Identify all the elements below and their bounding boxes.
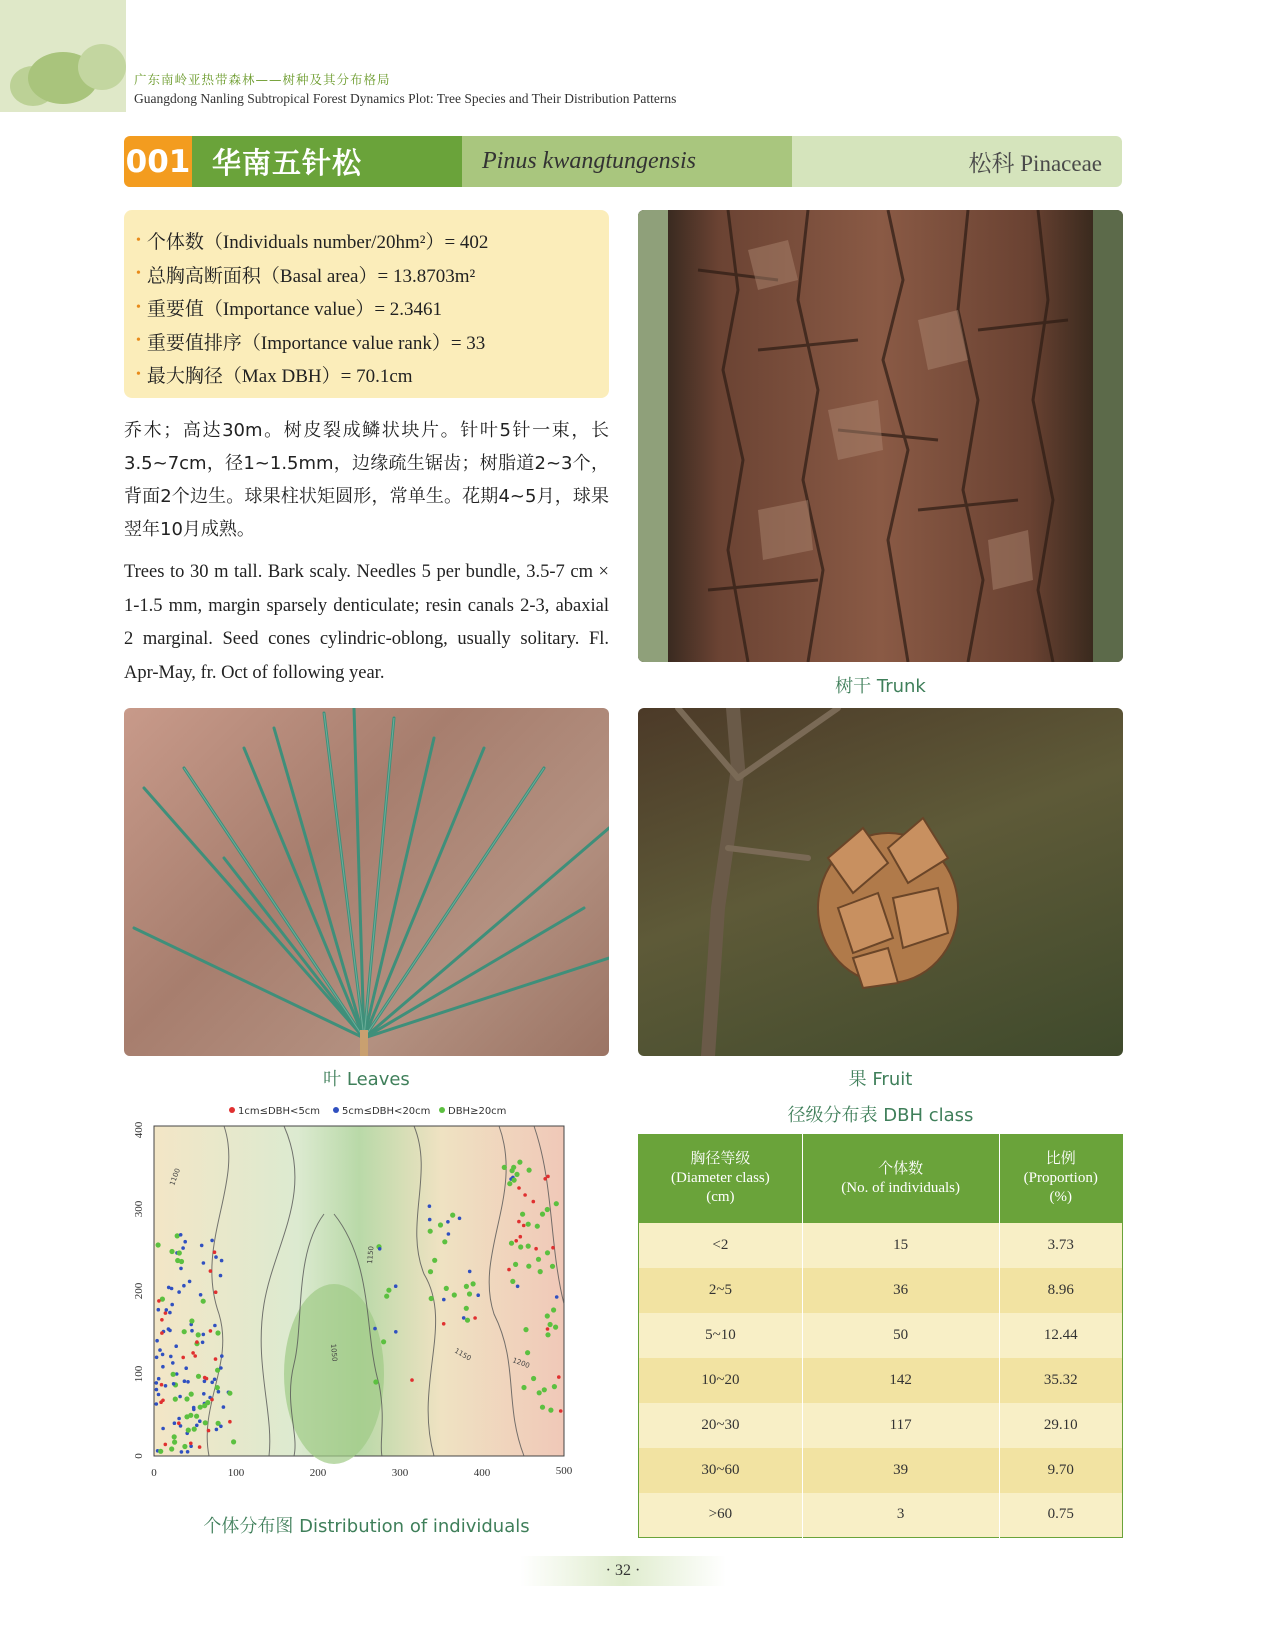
map-point [175, 1258, 180, 1263]
map-point [227, 1391, 232, 1396]
map-point [442, 1298, 446, 1302]
map-point [196, 1332, 201, 1337]
map-point [373, 1327, 377, 1331]
map-point [432, 1258, 437, 1263]
map-point [507, 1181, 512, 1186]
map-caption: 个体分布图 Distribution of individuals [203, 1516, 530, 1537]
svg-text:1150: 1150 [366, 1245, 376, 1265]
map-point [394, 1284, 398, 1288]
description-en: Trees to 30 m tall. Bark scaly. Needles 5 per bundle, 3.5-7 cm × 1-1.5 mm, margin sparsely denticulate; resin canals 2-3, abaxial 2 marginal. Seed cones cylindric-oblong, usually solitary. Fl. Apr-May, fr. Oct of following year. [124, 562, 609, 683]
map-point [458, 1217, 462, 1221]
legend-label: 5cm≤DBH<20cm [342, 1106, 431, 1117]
map-point [177, 1417, 181, 1421]
map-point [213, 1378, 217, 1382]
map-point [410, 1378, 414, 1382]
map-point [514, 1239, 518, 1243]
map-point [381, 1339, 386, 1344]
map-point [203, 1376, 207, 1380]
map-point [202, 1261, 206, 1265]
map-point [532, 1200, 536, 1204]
map-point [189, 1318, 194, 1323]
map-point [428, 1229, 433, 1234]
map-point [191, 1351, 195, 1355]
map-point [373, 1379, 378, 1384]
map-point [446, 1220, 450, 1224]
running-header-zh: 广东南岭亚热带森林——树种及其分布格局 [134, 72, 391, 87]
map-point [173, 1421, 177, 1425]
map-point [198, 1405, 203, 1410]
table-row: <2 15 3.73 [639, 1223, 1123, 1268]
svg-text:100: 100 [133, 1365, 145, 1383]
map-point [526, 1222, 531, 1227]
svg-text:400: 400 [473, 1467, 491, 1479]
species-title-bar [124, 136, 1122, 187]
map-point [442, 1239, 447, 1244]
map-point [175, 1233, 180, 1238]
svg-text:0: 0 [133, 1453, 145, 1459]
map-point [171, 1361, 175, 1365]
map-point [527, 1168, 532, 1173]
map-point [548, 1322, 553, 1327]
legend-marker [333, 1107, 339, 1113]
map-point [161, 1353, 165, 1357]
map-point [196, 1374, 201, 1379]
map-point [464, 1284, 469, 1289]
map-point [200, 1244, 204, 1248]
map-point [442, 1322, 446, 1326]
svg-text:400: 400 [133, 1121, 145, 1139]
map-point [195, 1424, 199, 1428]
map-point [502, 1165, 507, 1170]
stat-row: • 重要值（Importance value）= 2.3461 [136, 299, 443, 321]
map-point [161, 1365, 165, 1369]
map-point [513, 1262, 518, 1267]
map-point [157, 1308, 161, 1312]
svg-text:1150: 1150 [453, 1346, 473, 1363]
map-point [476, 1293, 480, 1297]
map-point [507, 1268, 511, 1272]
map-point [178, 1395, 182, 1399]
map-point [203, 1380, 207, 1384]
map-point [522, 1224, 526, 1228]
map-point [516, 1285, 520, 1289]
bullet-icon: • [136, 366, 141, 382]
map-point [464, 1306, 469, 1311]
svg-text:1100: 1100 [168, 1167, 182, 1187]
map-point [203, 1420, 208, 1425]
map-point [438, 1222, 443, 1227]
stat-row: • 总胸高断面积（Basal area）= 13.8703m² [136, 265, 476, 287]
map-point [186, 1380, 190, 1384]
map-point [447, 1232, 451, 1236]
map-point [192, 1427, 197, 1432]
map-point [157, 1299, 161, 1303]
map-point [201, 1341, 205, 1345]
map-point [193, 1354, 197, 1358]
svg-text:100: 100 [227, 1467, 245, 1479]
map-point [545, 1207, 550, 1212]
map-point [521, 1385, 526, 1390]
map-point [210, 1381, 214, 1385]
trunk-photo [638, 210, 1123, 662]
bullet-icon: • [136, 232, 141, 248]
map-point [217, 1390, 221, 1394]
map-point [551, 1246, 555, 1250]
map-point [220, 1259, 224, 1263]
legend-label: 1cm≤DBH<5cm [238, 1106, 321, 1117]
svg-text:300: 300 [133, 1200, 145, 1218]
map-point [167, 1286, 171, 1290]
map-point [510, 1279, 515, 1284]
map-point [210, 1239, 214, 1243]
map-point [202, 1333, 206, 1337]
map-point [537, 1390, 542, 1395]
bullet-icon: • [136, 299, 141, 315]
map-point [179, 1233, 183, 1237]
map-point [444, 1286, 449, 1291]
map-point [536, 1257, 541, 1262]
map-point [165, 1308, 169, 1312]
map-point [164, 1443, 168, 1447]
map-point [210, 1398, 214, 1402]
map-point [173, 1397, 178, 1402]
map-point [378, 1247, 382, 1251]
bullet-icon: • [136, 266, 141, 282]
map-point [552, 1384, 557, 1389]
trunk-caption: 树干 Trunk [835, 676, 926, 697]
map-point [158, 1348, 162, 1352]
map-point [394, 1330, 398, 1334]
description-zh: 乔木；高达30m。树皮裂成鳞状块片。针叶5针一束，长3.5~7cm，径1~1.5mm，边缘疏生锯齿；树脂道2~3个，背面2个边生。球果柱状矩圆形，常单生。花期4~5月，球果翌年10月成熟。 [124, 420, 609, 540]
svg-text:0: 0 [151, 1467, 157, 1479]
fruit-photo [638, 708, 1123, 1056]
table-header-row [639, 1135, 1123, 1223]
map-point [220, 1354, 224, 1358]
header-decoration [0, 0, 126, 112]
table-row: >60 3 0.75 [639, 1493, 1123, 1538]
map-point [155, 1356, 159, 1360]
map-point [186, 1428, 191, 1433]
table-row: 2~5 36 8.96 [639, 1268, 1123, 1313]
running-header-en: Guangdong Nanling Subtropical Forest Dynamics Plot: Tree Species and Their Distribution Patterns [134, 91, 677, 106]
map-point [545, 1313, 550, 1318]
map-point [548, 1408, 553, 1413]
map-point [189, 1442, 193, 1446]
map-point [199, 1293, 203, 1297]
map-point [543, 1177, 547, 1181]
map-point [546, 1175, 550, 1179]
map-point [177, 1250, 182, 1255]
map-point [186, 1450, 190, 1454]
svg-text:300: 300 [391, 1467, 409, 1479]
map-point [170, 1303, 174, 1307]
map-point [535, 1224, 540, 1229]
map-point [213, 1250, 217, 1254]
map-point [384, 1294, 389, 1299]
map-point [428, 1204, 432, 1208]
map-point [209, 1269, 213, 1273]
map-x-axis [151, 1465, 573, 1479]
map-point [160, 1318, 164, 1322]
map-point [551, 1307, 556, 1312]
map-point [510, 1168, 515, 1173]
header-proportion: 比例 (Proportion) (%) [999, 1135, 1123, 1223]
map-point [155, 1339, 159, 1343]
map-point [545, 1250, 550, 1255]
map-point [214, 1290, 218, 1294]
map-point [386, 1288, 391, 1293]
map-point [207, 1429, 211, 1433]
map-point [158, 1449, 163, 1454]
map-point [452, 1292, 457, 1297]
map-point [550, 1264, 555, 1269]
map-point [160, 1383, 164, 1387]
map-point [428, 1269, 433, 1274]
stat-row: • 个体数（Individuals number/20hm²）= 402 [136, 232, 489, 254]
species-number: 001 [124, 136, 192, 187]
map-point [164, 1311, 168, 1315]
map-point [526, 1244, 531, 1249]
header-individuals: 个体数 (No. of individuals) [802, 1135, 999, 1223]
map-point [540, 1212, 545, 1217]
map-point [545, 1332, 550, 1337]
map-point [181, 1246, 185, 1250]
map-point [512, 1178, 517, 1183]
map-point [183, 1240, 187, 1244]
legend-label: DBH≥20cm [448, 1106, 507, 1117]
map-point [559, 1409, 563, 1413]
map-point [157, 1377, 161, 1381]
map-point [172, 1382, 176, 1386]
map-point [450, 1213, 455, 1218]
map-point [182, 1329, 187, 1334]
map-point [172, 1440, 177, 1445]
map-point [523, 1193, 527, 1197]
map-point [172, 1434, 177, 1439]
map-point [517, 1160, 522, 1165]
map-point [184, 1396, 189, 1401]
map-point [198, 1419, 202, 1423]
map-point [201, 1299, 206, 1304]
header-diameter-class: 胸径等级 (Diameter class) (cm) [639, 1135, 803, 1223]
map-point [184, 1366, 188, 1370]
map-point [182, 1444, 187, 1449]
map-point [177, 1290, 181, 1294]
map-point [222, 1405, 226, 1409]
map-point [523, 1327, 528, 1332]
map-point [467, 1291, 472, 1296]
map-y-axis [133, 1121, 145, 1459]
distribution-map [124, 1104, 609, 1504]
map-point [215, 1330, 220, 1335]
map-point [181, 1356, 185, 1360]
map-point [155, 1381, 159, 1385]
species-name-zh: 华南五针松 [192, 136, 462, 187]
map-point [219, 1274, 223, 1278]
map-point [214, 1255, 218, 1259]
map-point [219, 1366, 223, 1370]
map-point [190, 1329, 194, 1333]
map-point [518, 1244, 523, 1249]
svg-text:200: 200 [133, 1282, 145, 1300]
table-row: 30~60 39 9.70 [639, 1448, 1123, 1493]
map-point [157, 1393, 161, 1397]
leaves-photo [124, 708, 609, 1056]
bullet-icon: • [136, 333, 141, 349]
dbh-class-table [638, 1134, 1123, 1538]
svg-text:500: 500 [555, 1465, 573, 1477]
map-point [553, 1325, 558, 1330]
map-point [198, 1445, 202, 1449]
map-point [156, 1242, 161, 1247]
map-point [519, 1235, 523, 1239]
map-point [171, 1372, 176, 1377]
leaves-caption: 叶 Leaves [323, 1069, 410, 1090]
fruit-caption: 果 Fruit [848, 1069, 913, 1090]
map-point [538, 1269, 543, 1274]
map-point [228, 1420, 232, 1424]
map-point [214, 1357, 218, 1361]
species-latin-name: Pinus kwangtungensis [462, 136, 792, 187]
page-number: · 32 · [520, 1556, 726, 1586]
map-point [167, 1327, 171, 1331]
map-point [202, 1403, 207, 1408]
table-caption: 径级分布表 DBH class [787, 1105, 974, 1126]
table-row: 5~10 50 12.44 [639, 1313, 1123, 1358]
map-point [180, 1450, 184, 1454]
map-point [209, 1329, 213, 1333]
svg-text:1050: 1050 [329, 1343, 339, 1362]
map-point [195, 1340, 199, 1344]
map-point [520, 1212, 525, 1217]
map-point [168, 1311, 172, 1315]
map-point [517, 1220, 521, 1224]
map-point [525, 1350, 530, 1355]
map-point [473, 1316, 477, 1320]
map-point [155, 1388, 159, 1392]
map-point [188, 1280, 192, 1284]
map-point [555, 1295, 559, 1299]
stat-row: • 重要值排序（Importance value rank）= 33 [136, 332, 486, 354]
map-point [526, 1264, 531, 1269]
map-point [465, 1318, 470, 1323]
map-point [174, 1344, 178, 1348]
map-point [169, 1446, 174, 1451]
map-point [531, 1376, 536, 1381]
map-point [179, 1267, 183, 1271]
map-point [189, 1392, 194, 1397]
map-point [202, 1392, 206, 1396]
map-point [540, 1405, 545, 1410]
map-point [183, 1379, 187, 1383]
legend-marker [439, 1107, 445, 1113]
map-point [468, 1270, 472, 1274]
map-point [194, 1414, 199, 1419]
svg-text:200: 200 [309, 1467, 327, 1479]
legend-marker [229, 1107, 235, 1113]
map-point [534, 1247, 538, 1251]
stat-row: • 最大胸径（Max DBH）= 70.1cm [136, 366, 413, 388]
map-point [428, 1218, 432, 1222]
map-point [160, 1331, 164, 1335]
map-point [161, 1427, 165, 1431]
map-point [164, 1384, 168, 1388]
map-point [161, 1399, 165, 1403]
map-point [514, 1172, 519, 1177]
map-point [169, 1249, 174, 1254]
map-point [215, 1385, 220, 1390]
svg-text:1200: 1200 [511, 1356, 531, 1370]
map-point [429, 1296, 434, 1301]
map-point [542, 1387, 547, 1392]
map-point [215, 1428, 219, 1432]
map-point [471, 1281, 476, 1286]
map-point [517, 1186, 521, 1190]
map-point [546, 1327, 550, 1331]
map-point [509, 1241, 514, 1246]
map-point [169, 1355, 173, 1359]
map-point [188, 1413, 193, 1418]
map-point [554, 1201, 559, 1206]
table-row: 10~20 142 35.32 [639, 1358, 1123, 1403]
map-point [182, 1284, 186, 1288]
map-point [219, 1425, 223, 1429]
species-stats-box [124, 210, 609, 398]
map-point [177, 1421, 181, 1425]
map-point [155, 1402, 159, 1406]
map-point [192, 1408, 196, 1412]
map-point [557, 1375, 561, 1379]
map-point [213, 1324, 217, 1328]
map-point [231, 1439, 236, 1444]
species-family: 松科 Pinaceae [792, 136, 1122, 187]
map-point [462, 1316, 466, 1320]
table-row: 20~30 117 29.10 [639, 1403, 1123, 1448]
